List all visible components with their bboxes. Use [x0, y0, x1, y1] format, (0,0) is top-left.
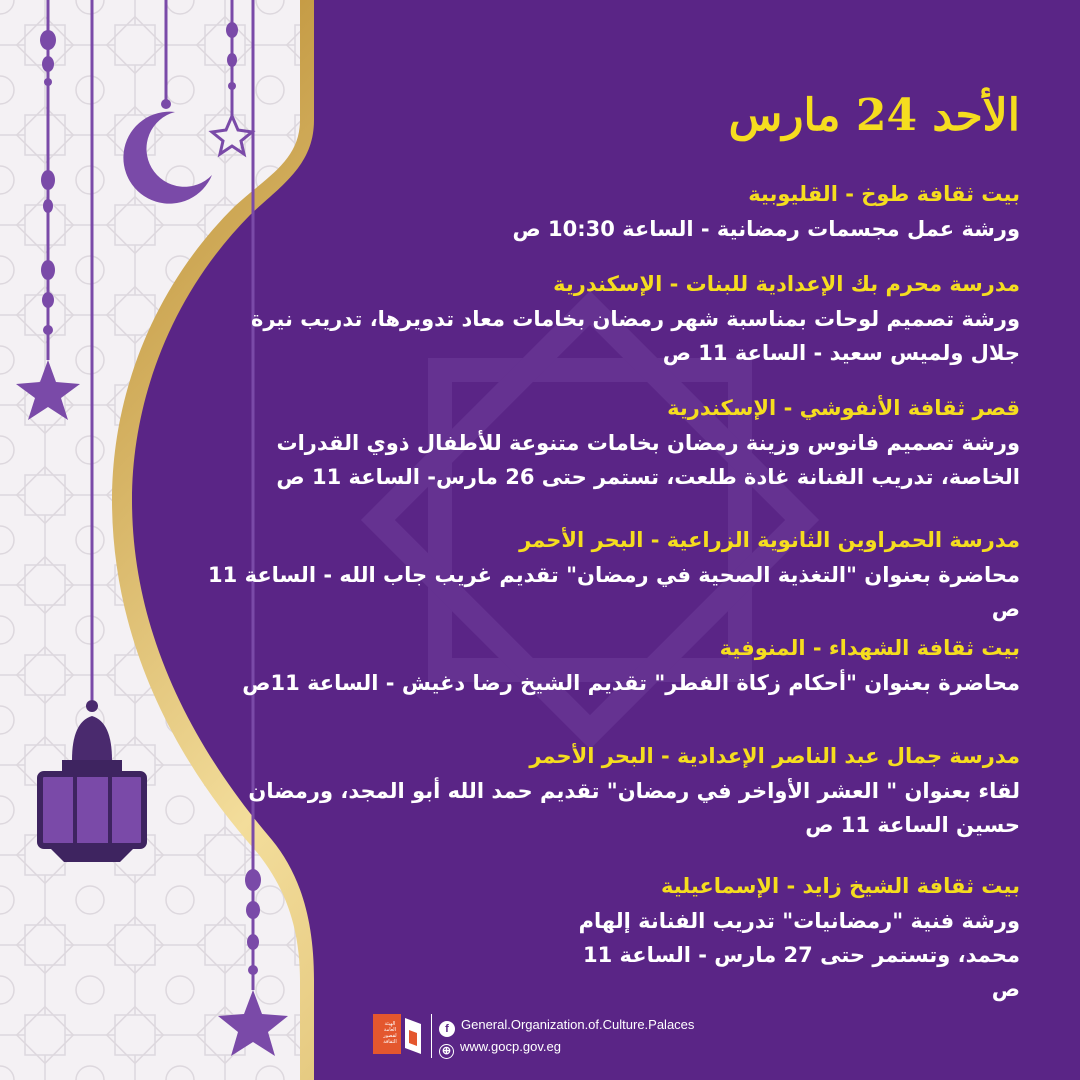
facebook-icon: f — [439, 1021, 455, 1037]
event-venue: بيت ثقافة الشهداء - المنوفية — [719, 636, 1020, 660]
schedule-content — [200, 0, 1020, 1000]
globe-icon: ⊕ — [439, 1044, 454, 1059]
event-venue: بيت ثقافة طوخ - القليوبية — [748, 182, 1020, 206]
event-details: محاضرة بعنوان "التغذية الصحية في رمضان" تقديم غريب جاب الله - الساعة 11 ص — [208, 563, 1020, 621]
event-details: محاضرة بعنوان "أحكام زكاة الفطر" تقديم الشيخ رضا دغيش - الساعة 11ص — [242, 671, 1020, 695]
event-details: ورشة تصميم فانوس وزينة رمضان بخامات متنوعة للأطفال ذوي القدرات الخاصة، تدريب الفنانة غادة طلعت، تستمر حتى 26 مارس- الساعة 11 ص — [276, 431, 1020, 489]
website-url: www.gocp.gov.eg — [460, 1039, 561, 1054]
event-item — [200, 632, 1020, 700]
facebook-handle: General.Organization.of.Culture.Palaces — [461, 1017, 695, 1032]
event-item — [200, 392, 1020, 494]
event-venue: مدرسة جمال عبد الناصر الإعدادية - البحر الأحمر — [529, 744, 1020, 768]
event-item — [200, 740, 1020, 842]
event-details: ورشة فنية "رمضانيات" تدريب الفنانة إلهام محمد، وتستمر حتى 27 مارس - الساعة 11 ص — [578, 909, 1020, 1001]
event-item — [200, 870, 1020, 1006]
page-title: الأحد 24 مارس — [728, 90, 1020, 141]
website-link[interactable] — [439, 1038, 561, 1059]
event-venue: مدرسة الحمراوين الثانوية الزراعية - البحر الأحمر — [519, 528, 1020, 552]
event-venue: بيت ثقافة الشيخ زايد - الإسماعيلية — [660, 874, 1020, 898]
event-item — [200, 178, 1020, 246]
divider — [431, 1014, 432, 1058]
event-details: ورشة عمل مجسمات رمضانية - الساعة 10:30 ص — [512, 217, 1020, 241]
event-item — [200, 268, 1020, 370]
event-details: لقاء بعنوان " العشر الأواخر في رمضان" تقديم حمد الله أبو المجد، ورمضان حسين الساعة 11 ص — [248, 779, 1020, 837]
event-item — [200, 524, 1020, 626]
organization-logo: الهيئة العامة لقصور الثقافة — [365, 1012, 425, 1058]
event-venue: قصر ثقافة الأنفوشي - الإسكندرية — [667, 396, 1020, 420]
footer — [365, 1012, 725, 1062]
facebook-link[interactable] — [439, 1016, 694, 1037]
event-venue: مدرسة محرم بك الإعدادية للبنات - الإسكندرية — [553, 272, 1020, 296]
event-details: ورشة تصميم لوحات بمناسبة شهر رمضان بخامات معاد تدويرها، تدريب نيرة جلال ولميس سعيد - الساعة 11 ص — [250, 307, 1020, 365]
